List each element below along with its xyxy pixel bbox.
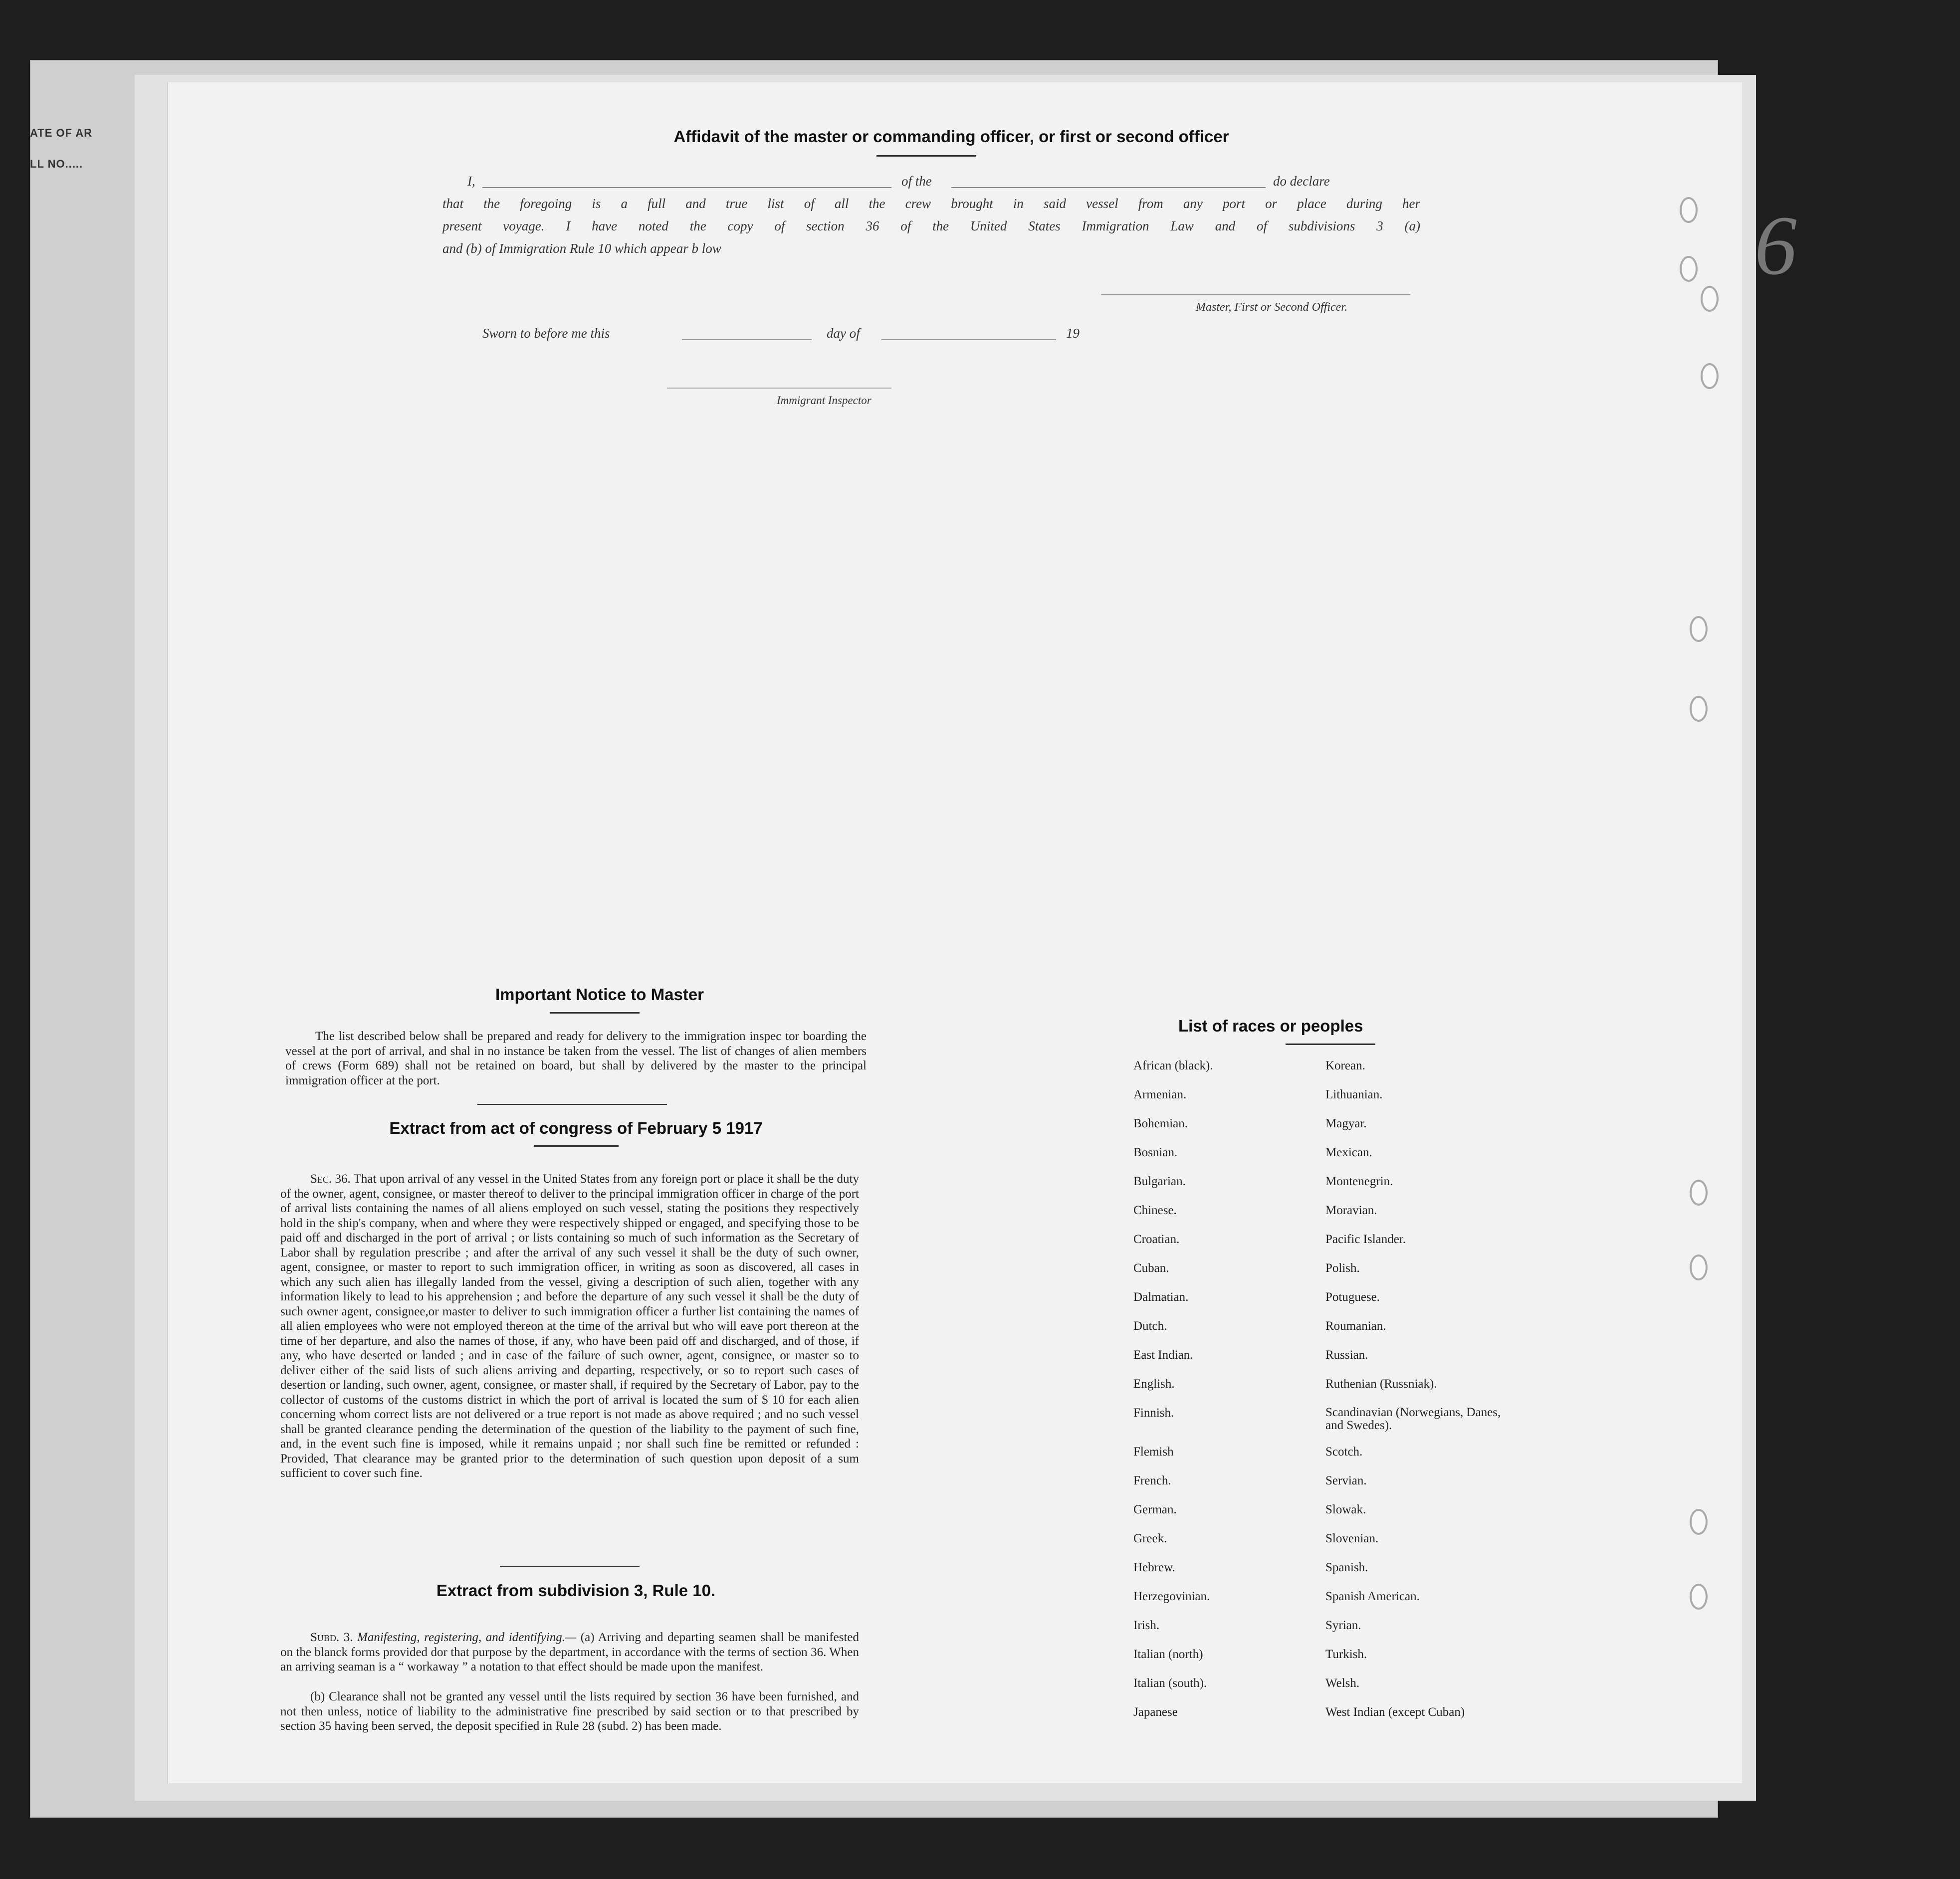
race-item: Finnish. — [1133, 1406, 1174, 1420]
race-item: Scandinavian (Norwegians, Danes, and Swedes). — [1325, 1406, 1501, 1432]
race-item: Bulgarian. — [1133, 1175, 1186, 1188]
race-item: Bosnian. — [1133, 1146, 1178, 1159]
races-underline — [1286, 1044, 1375, 1045]
race-item: Greek. — [1133, 1532, 1167, 1545]
race-item: Magyar. — [1325, 1117, 1367, 1130]
race-item: French. — [1133, 1474, 1171, 1487]
vessel-blank — [951, 187, 1266, 188]
sec-36-paragraph — [280, 1172, 859, 1481]
title-underline — [876, 155, 976, 157]
notice-separator — [477, 1104, 667, 1105]
affidavit-line-4: and (b) of Immigration Rule 10 which appear b low — [442, 241, 721, 256]
punch-hole — [1690, 1509, 1708, 1535]
race-item: Spanish. — [1325, 1561, 1368, 1574]
race-item: African (black). — [1133, 1059, 1213, 1072]
subd-3-para-b: (b) Clearance shall not be granted any vessel until the lists required by section 36 have been furnished, and not then unless, notice of liability to the administrative fine prescribed by said section or to that prescribed by section 35 having been served, the deposit specified in Rule 28 (subd. 2) has been made. — [280, 1690, 859, 1733]
race-item: Cuban. — [1133, 1261, 1169, 1275]
race-item: German. — [1133, 1503, 1177, 1516]
document-page — [167, 82, 1797, 1783]
punch-hole — [1701, 286, 1719, 312]
race-item: Slovenian. — [1325, 1532, 1379, 1545]
race-item: Flemish — [1133, 1445, 1174, 1459]
extract-act-title: Extract from act of congress of February 5 1917 — [389, 1119, 763, 1137]
subd-label: Subd. 3. — [310, 1631, 353, 1644]
race-item: Mexican. — [1325, 1146, 1372, 1159]
notice-underline — [550, 1012, 640, 1014]
affidavit-declare: do declare — [1273, 174, 1330, 189]
race-item: Croatian. — [1133, 1233, 1180, 1246]
inspector-line — [667, 388, 891, 389]
race-item: West Indian (except Cuban) — [1325, 1705, 1465, 1719]
race-item: Russian. — [1325, 1348, 1368, 1362]
race-item: Scotch. — [1325, 1445, 1363, 1459]
subd-heading: Manifesting, registering, and identifying.— — [357, 1631, 577, 1644]
affidavit-of-the: of the — [901, 174, 932, 189]
race-item: Servian. — [1325, 1474, 1367, 1487]
handwritten-number: 6 — [1754, 199, 1797, 292]
sec-36-body: That upon arrival of any vessel in the United States from any foreign port or place it shall be the duty of the owner, agent, consignee, or master thereof to deliver to the principal immigration officer in charge of the port of arrival lists containing the names of all aliens employed on such vessel, stating the positions they respectively hold in the ship's company, when and where they were respectively shipped or engaged, and specifying those to be paid off and discharged in the port of arrival ; or lists containing so much of such information as the Secretary of Labor shall by regulation prescribe ; and after the arrival of any such vessel it shall be the duty of such owner, agent, consignee, or master to report to such immigration officer, in writing as soon as discovered, all cases in which any such alien has illegally landed from the vessel, giving a description of such alien, together with any information likely to lead to his apprehension ; and before the departure of any such vessel it shall be the duty of such owner agent, consignee,or master to deliver to such immigration officer a further list containing the names of all alien employees who were not employed thereon at the time of the arrival but who will eave port thereon at the time of her departure, and also the names of those, if any, who have been paid off and discharged, and of those, if any, who have deserted or landed ; and in case of the failure of such owner, agent, consignee, or master so to deliver either of the said lists of such aliens arriving and departing, respectively, or so to report such cases of desertion or landing, such owner, agent, consignee, or master shall, if required by the Secretary of Labor, pay to the collector of customs of the customs district in which the port of arrival is located the sum of $ 10 for each alien concerning whom correct lists are not delivered or a true report is not made as above required ; and no such vessel shall be granted clearance pending the determination of the question of the liability to the payment of such fine, and, in the event such fine is imposed, while it remains unpaid ; nor shall such fine be remitted or refunded : Provided, That clearance may be granted prior to the determination of such question upon deposit of a sum sufficient to cover such fine. — [280, 1172, 859, 1480]
race-item: Syrian. — [1325, 1619, 1361, 1632]
race-item: Korean. — [1325, 1059, 1365, 1072]
race-item: Dalmatian. — [1133, 1290, 1189, 1304]
sworn-label: Sworn to before me this — [482, 326, 610, 341]
left-margin-label-1: ATE OF AR — [30, 127, 93, 139]
race-item: English. — [1133, 1377, 1175, 1391]
notice-title: Important Notice to Master — [495, 985, 704, 1004]
punch-hole — [1680, 256, 1698, 282]
sworn-month-blank — [881, 339, 1056, 340]
extract-rule-title: Extract from subdivision 3, Rule 10. — [436, 1581, 716, 1600]
race-item: Roumanian. — [1325, 1319, 1386, 1333]
punch-hole — [1680, 197, 1698, 223]
race-item: Montenegrin. — [1325, 1175, 1393, 1188]
race-item: Herzegovinian. — [1133, 1590, 1210, 1603]
race-item: Polish. — [1325, 1261, 1360, 1275]
left-margin-label-2: LL NO..... — [30, 158, 83, 170]
subd-3-para-a — [280, 1630, 859, 1674]
punch-hole — [1690, 1180, 1708, 1206]
punch-hole — [1690, 616, 1708, 642]
punch-hole — [1701, 363, 1719, 389]
race-item: Welsh. — [1325, 1676, 1360, 1690]
race-item: Potuguese. — [1325, 1290, 1380, 1304]
affidavit-line-2: that the foregoing is a full and true list of all the crew brought in said vessel from any port or place during her — [442, 196, 1420, 211]
race-item: East Indian. — [1133, 1348, 1193, 1362]
race-item: Hebrew. — [1133, 1561, 1175, 1574]
extract-act-underline — [534, 1145, 619, 1147]
notice-body: The list described below shall be prepared and ready for delivery to the immigration inspec tor boarding the vessel at the port of arrival, and shal in no instance be taken from the vessel. The list of changes of alien members of crews (Form 689) shall not be retained on board, but shall by delivered by the master to the principal immigration officer at the port. — [285, 1030, 867, 1087]
race-item: Turkish. — [1325, 1648, 1367, 1661]
affidavit-line-3: present voyage. I have noted the copy of section 36 of the United States Immigration Law and of subdivisions 3 (a) — [442, 218, 1420, 233]
extract-separator — [500, 1566, 640, 1567]
race-item: Dutch. — [1133, 1319, 1167, 1333]
affidavit-i: I, — [467, 174, 475, 189]
inspector-label: Immigrant Inspector — [777, 394, 871, 407]
left-margin-strip — [30, 115, 110, 219]
race-item: Bohemian. — [1133, 1117, 1188, 1130]
race-item: Slowak. — [1325, 1503, 1366, 1516]
race-item: Italian (south). — [1133, 1676, 1207, 1690]
race-item: Chinese. — [1133, 1204, 1177, 1217]
race-item: Moravian. — [1325, 1204, 1377, 1217]
race-item: Lithuanian. — [1325, 1088, 1383, 1101]
year-prefix: 19 — [1066, 326, 1080, 341]
affidavit-title: Affidavit of the master or commanding officer, or first or second officer — [673, 127, 1229, 146]
race-item: Pacific Islander. — [1325, 1233, 1406, 1246]
signature-line — [1101, 294, 1410, 295]
punch-hole — [1690, 696, 1708, 722]
race-item: Italian (north) — [1133, 1648, 1203, 1661]
race-item: Spanish American. — [1325, 1590, 1420, 1603]
race-item: Armenian. — [1133, 1088, 1187, 1101]
punch-hole — [1690, 1584, 1708, 1610]
sec-label: Sec. 36. — [310, 1172, 351, 1186]
race-item: Japanese — [1133, 1705, 1178, 1719]
punch-hole — [1690, 1254, 1708, 1280]
race-item: Ruthenian (Russniak). — [1325, 1377, 1437, 1391]
name-blank — [482, 187, 891, 188]
races-title: List of races or peoples — [1178, 1017, 1363, 1035]
signature-label: Master, First or Second Officer. — [1196, 301, 1347, 314]
race-item: Irish. — [1133, 1619, 1160, 1632]
sworn-day-blank — [682, 339, 812, 340]
subd-para-a-text: (a) Arriving and departing seamen shall be manifested on the blanck forms provided dor that purpose by the department, in accordance with the terms of section 36. When an arriving seaman is a “ workaway ” a notation to that effect should be made upon the manifest. — [280, 1631, 859, 1673]
day-of-label: day of — [827, 326, 860, 341]
